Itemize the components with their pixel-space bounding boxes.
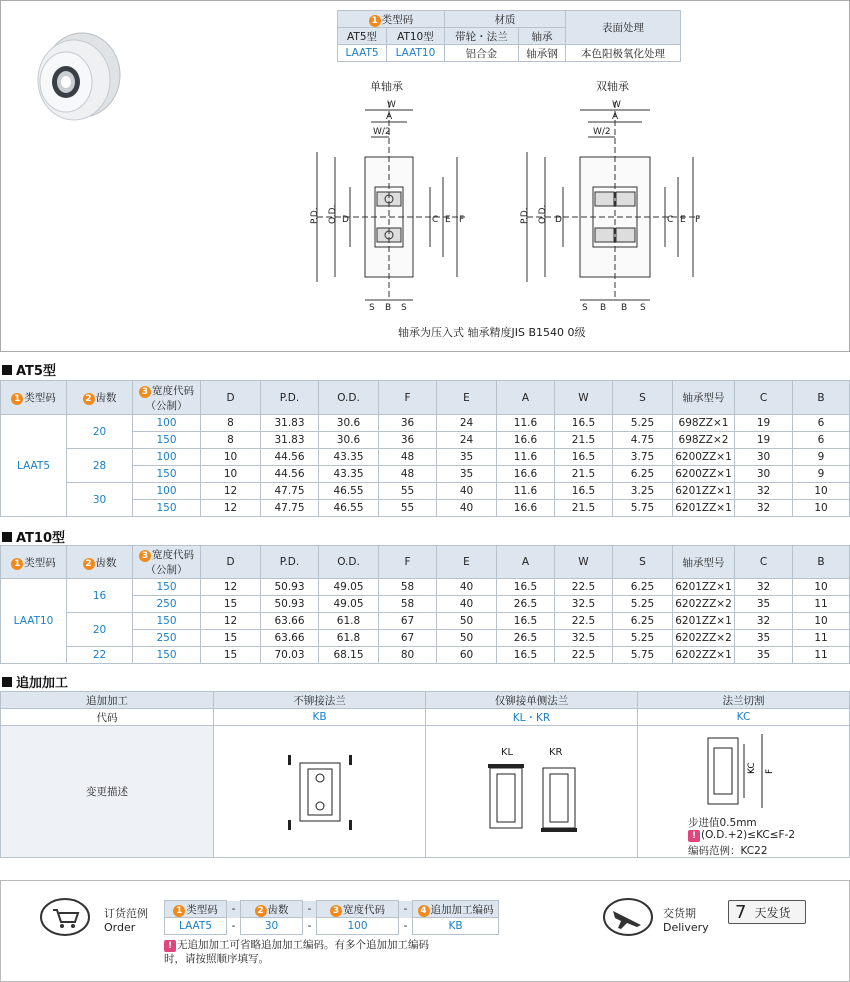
table-row: LAAT5 20 100 8 31.83 30.6 36 24 11.6 16.5 5.25 698ZZ×1 19 6 (1, 415, 850, 432)
bearing-note: 轴承为压入式 轴承精度JIS B1540 0级 (398, 326, 586, 339)
order-title-en: Order (104, 921, 136, 934)
delivery-title-en: Delivery (663, 921, 709, 934)
table-row: 250 15 63.66 61.8 67 50 26.5 32.5 5.25 6202ZZ×2 35 11 (1, 630, 850, 647)
dim-a: A (612, 112, 619, 122)
kc-step: 步进值0.5mm (688, 817, 757, 829)
product-photo (22, 20, 132, 130)
dim-pd: P.D. (310, 207, 320, 224)
kc-example: 编码范例：KC22 (688, 845, 768, 857)
table-row: 22 150 15 70.03 68.15 80 60 16.5 22.5 5.75 6202ZZ×1 35 11 (1, 647, 850, 664)
table-row: 28 100 10 44.56 43.35 48 35 11.6 16.5 3.75 6200ZZ×1 30 9 (1, 449, 850, 466)
table-row: LAAT10 16 150 12 50.93 49.05 58 40 16.5 22.5 6.25 6201ZZ×1 32 10 (1, 579, 850, 596)
kc-dim: KC (747, 762, 757, 774)
dim-b: B (600, 303, 607, 313)
dim-w: W (612, 100, 621, 110)
table-row: 150 8 31.83 30.6 36 24 16.6 21.5 4.75 698ZZ×2 19 6 (1, 432, 850, 449)
airplane-icon (603, 897, 653, 937)
kl-kr-drawing (485, 760, 585, 835)
drawing-single (305, 92, 475, 317)
dim-w: W (387, 100, 396, 110)
at10-section-title: AT10型 (2, 527, 65, 546)
kc-condition: ! (O.D.+2)≤KC≤F-2 (688, 829, 795, 842)
dim-c: C (667, 215, 674, 225)
at5-table: 1 类型码 2 齿数 3 宽度代码（公制） D P.D. O.D. F E A W S 轴承型号 C B LAAT5 20 100 8 31.83 30.6 36 24 11.6 16.5 5.25 698ZZ×1 19 6 150 8 31.83 30.6 36 24 16.6 21.5 4.75 698ZZ×2 19 6 28 100 10 44.56 43.35 48 35 11.6 16.5 3.75 6200ZZ×1 30 9 150 10 44.56 43.35 48 35 16.6 21.5 6.25 6200ZZ×1 30 9 30 100 12 47.75 46.55 55 40 11.6 16.5 3.25 6201ZZ×1 32 10 150 12 47.75 46.55 55 40 16.6 21.5 5.75 6201ZZ×1 32 10 (0, 380, 850, 517)
table-row: 250 15 50.93 49.05 58 40 26.5 32.5 5.25 6202ZZ×2 35 11 (1, 596, 850, 613)
drawing-double (515, 92, 710, 317)
dim-d: D (342, 215, 349, 225)
table-row: 150 10 44.56 43.35 48 35 16.6 21.5 6.25 6200ZZ×1 30 9 (1, 466, 850, 483)
dim-f: F (459, 215, 465, 225)
dim-c: C (432, 215, 439, 225)
kc-drawing (700, 730, 790, 810)
dim-s: S (369, 303, 375, 313)
at5-section-title: AT5型 (2, 360, 56, 379)
dim-s2: S (640, 303, 646, 313)
kr-label: KR (549, 747, 563, 758)
order-note-2: 时，请按照顺序填写。 (164, 953, 269, 965)
delivery-days: 7 (735, 901, 747, 923)
delivery-title: 交货期 (663, 907, 696, 920)
delivery-badge (728, 900, 806, 924)
dim-od: O.D. (538, 204, 548, 224)
delivery-days-label: 天发货 (754, 905, 791, 920)
dim-e: E (680, 215, 686, 225)
drawing-single-title: 单轴承 (370, 80, 403, 93)
table-row: 20 150 12 63.66 61.8 67 50 16.5 22.5 6.25 6201ZZ×1 32 10 (1, 613, 850, 630)
dim-w2: W/2 (373, 127, 391, 137)
extra-section-title: 追加加工 (2, 672, 68, 691)
order-title: 订货范例 (104, 907, 148, 920)
cart-icon (40, 897, 90, 937)
dim-b2: B (621, 303, 628, 313)
dim-b: B (385, 303, 392, 313)
dim-s2: S (401, 303, 407, 313)
dim-f: F (695, 215, 701, 225)
order-table: 1 类型码 - 2 齿数 - 3 宽度代码 - 4 追加加工编码 LAAT5 - 30 - 100 - KB (164, 900, 499, 935)
dim-s: S (582, 303, 588, 313)
spec-table: 1 类型码 材质 表面处理 AT5型 AT10型 带轮・法兰 轴承 LAAT5 LAAT10 铝合金 轴承钢 本色阳极氧化处理 (337, 10, 681, 62)
order-note-1: ! 无追加加工可省略追加加工编码。有多个追加加工编码 (164, 937, 429, 952)
dim-od: O.D. (328, 204, 338, 224)
dim-pd: P.D. (520, 207, 530, 224)
kl-label: KL (501, 747, 514, 758)
dim-w2: W/2 (593, 127, 611, 137)
dim-a: A (386, 112, 393, 122)
dim-e: E (445, 215, 451, 225)
at10-table: 1 类型码 2 齿数 3 宽度代码（公制） D P.D. O.D. F E A W S 轴承型号 C B LAAT10 16 150 12 50.93 49.05 58 40 16.5 22.5 6.25 6201ZZ×1 32 10 250 15 50.93 49.05 58 40 26.5 32.5 5.25 6202ZZ×2 35 11 20 150 12 63.66 61.8 67 50 16.5 22.5 6.25 6201ZZ×1 32 10 250 15 63.66 61.8 67 50 26.5 32.5 5.25 6202ZZ×2 35 11 22 150 15 70.03 68.15 80 60 16.5 22.5 5.75 6202ZZ×1 35 11 (0, 545, 850, 664)
kb-drawing (280, 745, 360, 835)
drawing-double-title: 双轴承 (596, 80, 629, 93)
dim-d: D (555, 215, 562, 225)
table-row: 150 12 47.75 46.55 55 40 16.6 21.5 5.75 6201ZZ×1 32 10 (1, 500, 850, 517)
f-dim: F (765, 768, 775, 774)
extra-table: 追加加工 不铆接法兰 仅铆接单侧法兰 法兰切割 代码 KB KL・KR KC 变更描述 (0, 691, 850, 858)
table-row: 30 100 12 47.75 46.55 55 40 11.6 16.5 3.25 6201ZZ×1 32 10 (1, 483, 850, 500)
